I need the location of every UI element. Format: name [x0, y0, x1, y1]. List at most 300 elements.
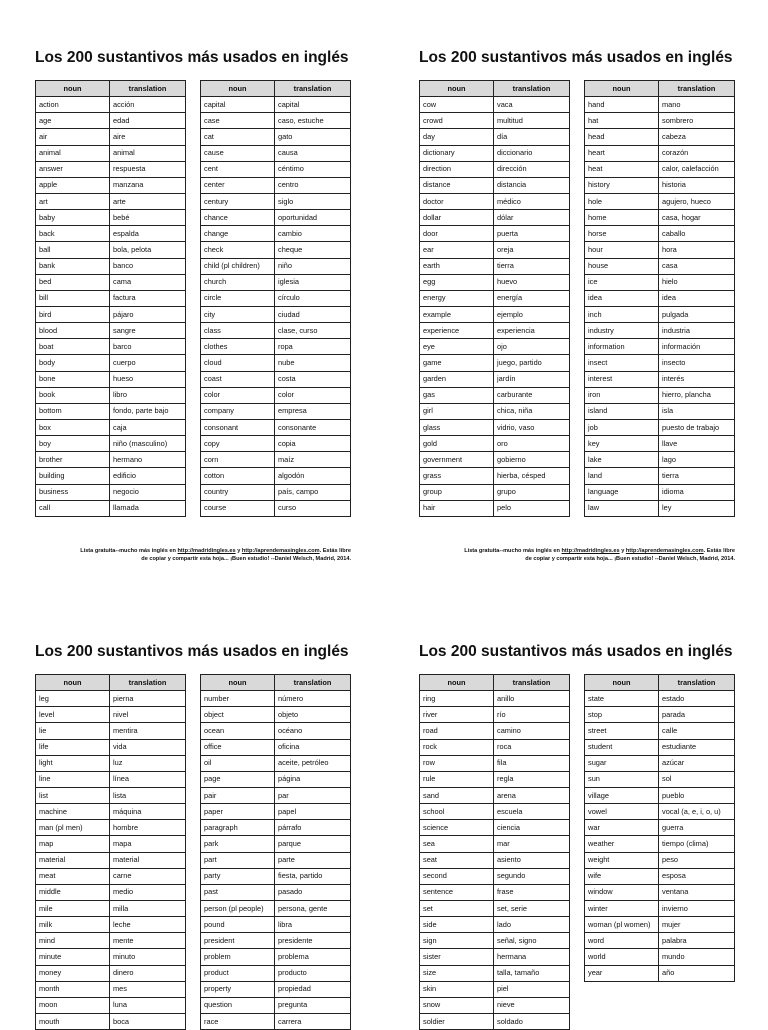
table-row: [420, 820, 570, 836]
table-row: [420, 755, 570, 771]
translation-cell: vaca: [494, 97, 570, 113]
table-row: [201, 452, 351, 468]
translation-cell: gobierno: [494, 452, 570, 468]
noun-cell: check: [201, 242, 275, 258]
noun-cell: city: [201, 306, 275, 322]
noun-cell: map: [36, 836, 110, 852]
table-row: [36, 387, 186, 403]
table-row: [36, 129, 186, 145]
noun-cell: inch: [585, 306, 659, 322]
noun-cell: apple: [36, 177, 110, 193]
noun-cell: ring: [420, 691, 494, 707]
table-row: [585, 691, 735, 707]
table-row: [201, 884, 351, 900]
noun-cell: lie: [36, 723, 110, 739]
table-row: [201, 306, 351, 322]
noun-cell: part: [201, 852, 275, 868]
table-row: [420, 323, 570, 339]
noun-cell: dollar: [420, 210, 494, 226]
translation-cell: nieve: [494, 997, 570, 1013]
noun-cell: building: [36, 468, 110, 484]
translation-cell: curso: [275, 500, 351, 516]
translation-cell: línea: [110, 771, 186, 787]
table-row: [201, 468, 351, 484]
noun-cell: president: [201, 933, 275, 949]
table-row: [201, 965, 351, 981]
translation-cell: señal, signo: [494, 933, 570, 949]
noun-cell: distance: [420, 177, 494, 193]
table-row: [201, 500, 351, 516]
table-row: [420, 500, 570, 516]
noun-cell: machine: [36, 804, 110, 820]
translation-cell: escuela: [494, 804, 570, 820]
footer-text: de copiar y compartir esta hoja... ¡Buen estudio! --Daniel Welsch, Madrid, 2014.: [141, 556, 351, 562]
table-row: [36, 1013, 186, 1029]
translation-cell: nivel: [110, 707, 186, 723]
table-row: [585, 258, 735, 274]
table-header-row: [36, 81, 186, 97]
noun-cell: box: [36, 419, 110, 435]
translation-cell: segundo: [494, 868, 570, 884]
translation-cell: caja: [110, 419, 186, 435]
noun-cell: leg: [36, 691, 110, 707]
noun-cell: country: [201, 484, 275, 500]
noun-cell: question: [201, 997, 275, 1013]
column-header-noun: noun: [585, 675, 659, 691]
noun-cell: action: [36, 97, 110, 113]
translation-cell: mujer: [659, 917, 735, 933]
table-row: [420, 177, 570, 193]
table-row: [585, 274, 735, 290]
table-row: [36, 258, 186, 274]
translation-cell: niño: [275, 258, 351, 274]
table-row: [585, 484, 735, 500]
table-row: [585, 468, 735, 484]
translation-cell: grupo: [494, 484, 570, 500]
table-row: [585, 884, 735, 900]
noun-table: [35, 674, 186, 1030]
translation-cell: diccionario: [494, 145, 570, 161]
noun-cell: experience: [420, 323, 494, 339]
table-row: [201, 258, 351, 274]
table-row: [36, 274, 186, 290]
noun-table: [419, 674, 570, 1030]
translation-cell: roca: [494, 739, 570, 755]
table-row: [36, 707, 186, 723]
translation-cell: causa: [275, 145, 351, 161]
translation-cell: aire: [110, 129, 186, 145]
translation-cell: boca: [110, 1013, 186, 1029]
noun-cell: window: [585, 884, 659, 900]
table-row: [420, 210, 570, 226]
table-row: [585, 355, 735, 371]
noun-cell: gas: [420, 387, 494, 403]
noun-cell: group: [420, 484, 494, 500]
noun-cell: day: [420, 129, 494, 145]
table-row: [201, 917, 351, 933]
table-row: [585, 339, 735, 355]
table-row: [36, 997, 186, 1013]
table-row: [36, 226, 186, 242]
translation-cell: anillo: [494, 691, 570, 707]
translation-cell: objeto: [275, 707, 351, 723]
noun-cell: cat: [201, 129, 275, 145]
table-row: [420, 997, 570, 1013]
table-row: [585, 739, 735, 755]
noun-cell: sister: [420, 949, 494, 965]
noun-cell: church: [201, 274, 275, 290]
table-row: [201, 755, 351, 771]
translation-cell: camino: [494, 723, 570, 739]
table-row: [585, 419, 735, 435]
noun-cell: iron: [585, 387, 659, 403]
table-row: [420, 852, 570, 868]
table-row: [36, 933, 186, 949]
table-row: [585, 836, 735, 852]
table-row: [201, 771, 351, 787]
translation-cell: energía: [494, 290, 570, 306]
noun-cell: island: [585, 403, 659, 419]
translation-cell: mente: [110, 933, 186, 949]
translation-cell: negocio: [110, 484, 186, 500]
translation-cell: lado: [494, 917, 570, 933]
table-row: [201, 129, 351, 145]
translation-cell: persona, gente: [275, 900, 351, 916]
table-row: [585, 707, 735, 723]
noun-cell: air: [36, 129, 110, 145]
table-row: [420, 868, 570, 884]
translation-cell: pelo: [494, 500, 570, 516]
noun-cell: circle: [201, 290, 275, 306]
noun-cell: mile: [36, 900, 110, 916]
table-row: [201, 820, 351, 836]
noun-cell: bill: [36, 290, 110, 306]
table-row: [420, 403, 570, 419]
table-row: [36, 804, 186, 820]
noun-cell: law: [585, 500, 659, 516]
table-row: [420, 771, 570, 787]
noun-table: [584, 80, 735, 517]
translation-cell: animal: [110, 145, 186, 161]
table-row: [201, 868, 351, 884]
translation-cell: medio: [110, 884, 186, 900]
noun-cell: race: [201, 1013, 275, 1029]
translation-cell: siglo: [275, 193, 351, 209]
noun-cell: house: [585, 258, 659, 274]
translation-cell: consonante: [275, 419, 351, 435]
sheet-footer: [35, 547, 351, 563]
translation-cell: tierra: [659, 468, 735, 484]
noun-cell: color: [201, 387, 275, 403]
table-row: [420, 129, 570, 145]
translation-cell: ventana: [659, 884, 735, 900]
translation-cell: parte: [275, 852, 351, 868]
table-row: [201, 403, 351, 419]
noun-cell: insect: [585, 355, 659, 371]
noun-cell: clothes: [201, 339, 275, 355]
translation-cell: médico: [494, 193, 570, 209]
table-row: [36, 468, 186, 484]
translation-cell: mundo: [659, 949, 735, 965]
translation-cell: multitud: [494, 113, 570, 129]
translation-cell: hielo: [659, 274, 735, 290]
table-row: [36, 323, 186, 339]
vocab-sheet: [35, 641, 351, 1026]
table-row: [201, 933, 351, 949]
noun-cell: game: [420, 355, 494, 371]
noun-cell: row: [420, 755, 494, 771]
translation-cell: caso, estuche: [275, 113, 351, 129]
noun-cell: cotton: [201, 468, 275, 484]
column-header-noun: noun: [420, 675, 494, 691]
translation-cell: set, serie: [494, 900, 570, 916]
noun-table: [419, 80, 570, 517]
table-row: [201, 210, 351, 226]
translation-cell: pregunta: [275, 997, 351, 1013]
noun-cell: home: [585, 210, 659, 226]
table-row: [201, 371, 351, 387]
translation-cell: manzana: [110, 177, 186, 193]
table-row: [36, 290, 186, 306]
noun-cell: hand: [585, 97, 659, 113]
noun-cell: person (pl people): [201, 900, 275, 916]
noun-cell: paper: [201, 804, 275, 820]
translation-cell: dirección: [494, 161, 570, 177]
translation-cell: costa: [275, 371, 351, 387]
noun-cell: wife: [585, 868, 659, 884]
translation-cell: fondo, parte bajo: [110, 403, 186, 419]
table-row: [585, 210, 735, 226]
noun-table: [584, 674, 735, 982]
footer-link-aprendemasingles[interactable]: http://aprendemasingles.com: [241, 548, 320, 554]
noun-cell: object: [201, 707, 275, 723]
table-row: [201, 419, 351, 435]
table-row: [420, 787, 570, 803]
translation-cell: oro: [494, 436, 570, 452]
table-row: [36, 836, 186, 852]
table-row: [201, 193, 351, 209]
translation-cell: historia: [659, 177, 735, 193]
translation-cell: bebé: [110, 210, 186, 226]
translation-cell: mapa: [110, 836, 186, 852]
noun-cell: world: [585, 949, 659, 965]
noun-cell: side: [420, 917, 494, 933]
sheet-title: Los 200 sustantivos más usados en inglés: [419, 643, 733, 660]
translation-cell: palabra: [659, 933, 735, 949]
translation-cell: carburante: [494, 387, 570, 403]
noun-cell: bottom: [36, 403, 110, 419]
noun-cell: stop: [585, 707, 659, 723]
translation-cell: industria: [659, 323, 735, 339]
translation-cell: chica, niña: [494, 403, 570, 419]
translation-cell: párrafo: [275, 820, 351, 836]
translation-cell: pierna: [110, 691, 186, 707]
translation-cell: copia: [275, 436, 351, 452]
column-header-translation: translation: [275, 675, 351, 691]
noun-cell: set: [420, 900, 494, 916]
translation-cell: círculo: [275, 290, 351, 306]
table-row: [36, 820, 186, 836]
translation-cell: carrera: [275, 1013, 351, 1029]
noun-cell: bank: [36, 258, 110, 274]
translation-cell: peso: [659, 852, 735, 868]
translation-cell: pulgada: [659, 306, 735, 322]
table-row: [36, 177, 186, 193]
table-row: [585, 193, 735, 209]
noun-cell: science: [420, 820, 494, 836]
noun-cell: glass: [420, 419, 494, 435]
noun-cell: change: [201, 226, 275, 242]
noun-cell: chance: [201, 210, 275, 226]
noun-cell: class: [201, 323, 275, 339]
translation-cell: minuto: [110, 949, 186, 965]
translation-cell: hierba, césped: [494, 468, 570, 484]
translation-cell: ejemplo: [494, 306, 570, 322]
table-row: [201, 949, 351, 965]
translation-cell: ojo: [494, 339, 570, 355]
translation-cell: piel: [494, 981, 570, 997]
noun-cell: line: [36, 771, 110, 787]
noun-cell: capital: [201, 97, 275, 113]
column-header-noun: noun: [36, 675, 110, 691]
table-row: [420, 804, 570, 820]
noun-cell: history: [585, 177, 659, 193]
noun-cell: state: [585, 691, 659, 707]
table-row: [585, 113, 735, 129]
translation-cell: información: [659, 339, 735, 355]
translation-cell: ciudad: [275, 306, 351, 322]
footer-link-madridingles[interactable]: http://madridingles.es: [177, 548, 236, 554]
footer-text: . Estás libre: [319, 548, 351, 554]
table-row: [585, 403, 735, 419]
noun-cell: hat: [585, 113, 659, 129]
translation-cell: ropa: [275, 339, 351, 355]
translation-cell: carne: [110, 868, 186, 884]
vocab-sheet: [419, 641, 735, 1026]
column-header-translation: translation: [659, 81, 735, 97]
table-row: [36, 771, 186, 787]
table-row: [585, 97, 735, 113]
table-row: [420, 161, 570, 177]
translation-cell: dinero: [110, 965, 186, 981]
noun-cell: winter: [585, 900, 659, 916]
translation-cell: día: [494, 129, 570, 145]
noun-cell: energy: [420, 290, 494, 306]
translation-cell: empresa: [275, 403, 351, 419]
table-row: [201, 707, 351, 723]
noun-cell: cause: [201, 145, 275, 161]
noun-cell: level: [36, 707, 110, 723]
translation-cell: oreja: [494, 242, 570, 258]
noun-cell: paragraph: [201, 820, 275, 836]
noun-cell: page: [201, 771, 275, 787]
translation-cell: centro: [275, 177, 351, 193]
translation-cell: edificio: [110, 468, 186, 484]
translation-cell: hierro, plancha: [659, 387, 735, 403]
table-row: [420, 900, 570, 916]
noun-cell: key: [585, 436, 659, 452]
noun-cell: sign: [420, 933, 494, 949]
noun-cell: business: [36, 484, 110, 500]
table-row: [420, 371, 570, 387]
column-header-noun: noun: [36, 81, 110, 97]
table-row: [420, 884, 570, 900]
noun-cell: earth: [420, 258, 494, 274]
footer-link-madridingles[interactable]: http://madridingles.es: [561, 548, 620, 554]
noun-cell: size: [420, 965, 494, 981]
table-row: [201, 1013, 351, 1029]
translation-cell: hermana: [494, 949, 570, 965]
noun-cell: mind: [36, 933, 110, 949]
table-row: [36, 755, 186, 771]
column-header-noun: noun: [201, 81, 275, 97]
footer-link-aprendemasingles[interactable]: http://aprendemasingles.com: [625, 548, 704, 554]
noun-cell: road: [420, 723, 494, 739]
column-header-translation: translation: [110, 675, 186, 691]
noun-cell: horse: [585, 226, 659, 242]
noun-cell: office: [201, 739, 275, 755]
noun-cell: bed: [36, 274, 110, 290]
table-row: [36, 355, 186, 371]
translation-cell: arte: [110, 193, 186, 209]
table-row: [585, 949, 735, 965]
noun-cell: mouth: [36, 1013, 110, 1029]
translation-cell: niño (masculino): [110, 436, 186, 452]
noun-cell: century: [201, 193, 275, 209]
noun-cell: blood: [36, 323, 110, 339]
translation-cell: parada: [659, 707, 735, 723]
translation-cell: cheque: [275, 242, 351, 258]
table-row: [36, 242, 186, 258]
translation-cell: cuerpo: [110, 355, 186, 371]
noun-cell: baby: [36, 210, 110, 226]
noun-cell: park: [201, 836, 275, 852]
translation-cell: problema: [275, 949, 351, 965]
translation-cell: luna: [110, 997, 186, 1013]
table-row: [201, 387, 351, 403]
translation-cell: sangre: [110, 323, 186, 339]
noun-cell: minute: [36, 949, 110, 965]
translation-cell: arena: [494, 787, 570, 803]
noun-cell: boy: [36, 436, 110, 452]
noun-cell: language: [585, 484, 659, 500]
noun-table: [200, 80, 351, 517]
translation-cell: idea: [659, 290, 735, 306]
noun-cell: sun: [585, 771, 659, 787]
table-row: [201, 226, 351, 242]
table-row: [420, 691, 570, 707]
translation-cell: frase: [494, 884, 570, 900]
table-header-row: [201, 675, 351, 691]
translation-cell: lista: [110, 787, 186, 803]
column-header-translation: translation: [659, 675, 735, 691]
table-row: [420, 452, 570, 468]
noun-cell: cloud: [201, 355, 275, 371]
table-header-row: [36, 675, 186, 691]
noun-cell: number: [201, 691, 275, 707]
noun-cell: egg: [420, 274, 494, 290]
translation-cell: producto: [275, 965, 351, 981]
noun-cell: eye: [420, 339, 494, 355]
translation-cell: cambio: [275, 226, 351, 242]
table-row: [201, 145, 351, 161]
noun-cell: street: [585, 723, 659, 739]
translation-cell: llave: [659, 436, 735, 452]
table-row: [420, 707, 570, 723]
noun-cell: garden: [420, 371, 494, 387]
noun-cell: crowd: [420, 113, 494, 129]
noun-cell: meat: [36, 868, 110, 884]
